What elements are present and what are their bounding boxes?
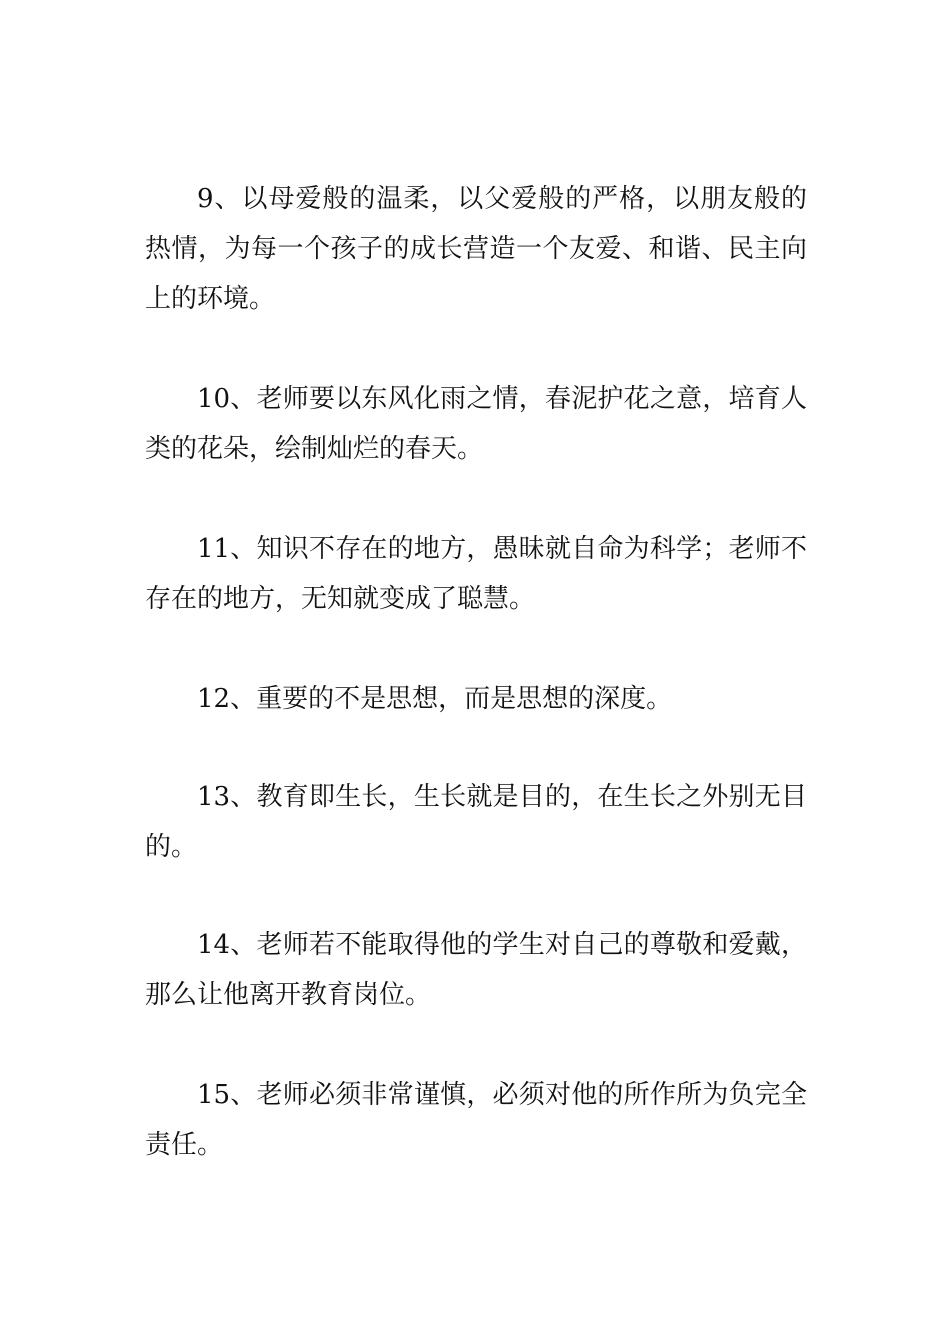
paragraph-item-14: 14、老师若不能取得他的学生对自己的尊敬和爱戴，那么让他离开教育岗位。 xyxy=(145,930,807,1010)
paragraph-item-15: 15、老师必须非常谨慎，必须对他的所作所为负完全责任。 xyxy=(145,1080,807,1160)
paragraph-item-10: 10、老师要以东风化雨之情，春泥护花之意，培育人类的花朵，绘制灿烂的春天。 xyxy=(145,384,807,464)
paragraph-item-11: 11、知识不存在的地方，愚昧就自命为科学；老师不存在的地方，无知就变成了聪慧。 xyxy=(145,534,807,614)
paragraph-item-13: 13、教育即生长，生长就是目的，在生长之外别无目的。 xyxy=(145,782,807,862)
paragraph-item-12: 12、重要的不是思想，而是思想的深度。 xyxy=(197,684,673,714)
paragraph-item-9: 9、以母爱般的温柔，以父爱般的严格，以朋友般的热情，为每一个孩子的成长营造一个友爱、和谐、民主向上的环境。 xyxy=(145,184,807,314)
